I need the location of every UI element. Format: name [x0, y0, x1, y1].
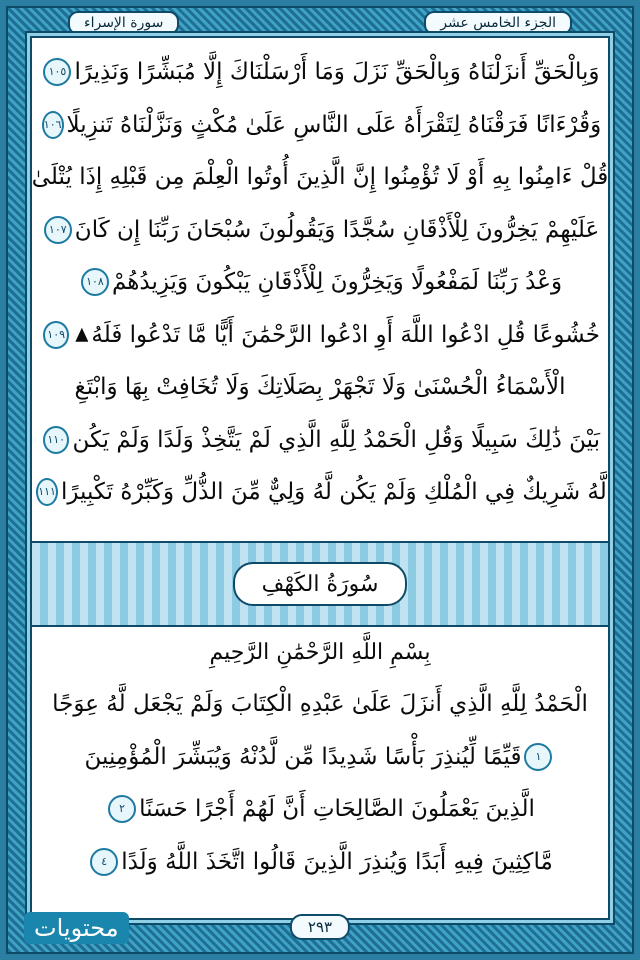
verse-line: [40, 46, 600, 99]
verse-text: الَّذِينَ يَعْمَلُونَ الصَّالِحَاتِ أَنَّ لَهُمْ أَجْرًا حَسَنًا: [139, 796, 535, 823]
ayah-marker: ٢: [108, 795, 136, 823]
sajda-icon: [75, 328, 88, 342]
surah-title-banner: [32, 541, 608, 627]
verse-text: عَلَيْهِمْ يَخِرُّونَ لِلْأَذْقَانِ سُجَّدًا وَيَقُولُونَ سُبْحَانَ رَبِّنَا إِن كَانَ: [74, 216, 600, 243]
ayah-marker: ١: [524, 743, 552, 771]
verse-line: [40, 836, 600, 889]
verse-line: [40, 783, 600, 836]
ayah-marker: ١٠٥: [43, 58, 71, 86]
ayah-marker: ١٠٦: [42, 111, 64, 139]
ayah-marker: ٤: [90, 848, 118, 876]
basmala: بِسْمِ اللَّهِ الرَّحْمَٰنِ الرَّحِيمِ: [209, 639, 431, 665]
verse-text: بَيْنَ ذَٰلِكَ سَبِيلًا وَقُلِ الْحَمْدُ لِلَّهِ الَّذِي لَمْ يَتَّخِذْ وَلَدًا وَلَمْ يَكُن: [72, 426, 600, 453]
verse-text: وَقُرْءَانًا فَرَقْنَاهُ لِتَقْرَأَهُ عَلَى النَّاسِ عَلَىٰ مُكْثٍ وَنَزَّلْنَاهُ تَنزِيلًا: [66, 111, 602, 138]
verse-text: خُشُوعًا قُلِ ادْعُوا اللَّهَ أَوِ ادْعُوا الرَّحْمَٰنَ أَيًّا مَّا تَدْعُوا فَلَهُ: [91, 321, 600, 348]
verse-text: الْأَسْمَاءُ الْحُسْنَىٰ وَلَا تَجْهَرْ بِصَلَاتِكَ وَلَا تُخَافِتْ بِهَا وَابْتَغِ: [74, 374, 566, 401]
verses-block-top: [31, 46, 609, 519]
surah-name-label: سورة الإسراء: [68, 11, 179, 35]
verse-text: وَعْدُ رَبِّنَا لَمَفْعُولًا وَيَخِرُّونَ لِلْأَذْقَانِ يَبْكُونَ وَيَزِيدُهُمْ: [111, 269, 563, 296]
verse-line: [40, 99, 600, 152]
verse-line: [40, 204, 600, 257]
ayah-marker: ١٠٨: [81, 268, 109, 296]
verse-line: [40, 361, 600, 414]
surah-title: سُورَةُ الكَهْفِ: [233, 562, 407, 606]
verse-text: قَيِّمًا لِّيُنذِرَ بَأْسًا شَدِيدًا مِّن لَّدُنْهُ وَيُبَشِّرَ الْمُؤْمِنِينَ: [84, 743, 522, 770]
verse-text: لَّهُ شَرِيكٌ فِي الْمُلْكِ وَلَمْ يَكُن لَّهُ وَلِيٌّ مِّنَ الذُّلِّ وَكَبِّرْهُ تَكْبِيرًا: [60, 479, 607, 506]
verse-line: [40, 678, 600, 731]
page-frame: [6, 6, 634, 954]
ayah-marker: ١١١: [36, 478, 58, 506]
juz-label: الجزء الخامس عشر: [424, 11, 572, 35]
verse-line: [40, 256, 600, 309]
verse-line: [38, 466, 607, 519]
page-number: ٢٩٣: [290, 914, 350, 940]
verse-line: [31, 151, 609, 204]
verse-text: وَبِالْحَقِّ أَنزَلْنَاهُ وَبِالْحَقِّ نَزَلَ وَمَا أَرْسَلْنَاكَ إِلَّا مُبَشِّرًا وَنَذِيرًا: [74, 59, 600, 86]
verse-line: [40, 414, 600, 467]
verse-text: الْحَمْدُ لِلَّهِ الَّذِي أَنزَلَ عَلَىٰ عَبْدِهِ الْكِتَابَ وَلَمْ يَجْعَل لَّهُ عِوَجًا: [52, 691, 588, 718]
verse-text: قُلْ ءَامِنُوا بِهِ أَوْ لَا تُؤْمِنُوا إِنَّ الَّذِينَ أُوتُوا الْعِلْمَ مِن قَبْلِهِ إِذَا يُتْلَىٰ: [31, 164, 609, 191]
page-header: [68, 12, 572, 34]
verses-block-bottom: [40, 678, 600, 888]
site-watermark-logo: محتويات: [24, 912, 129, 944]
ayah-marker: ١٠٩: [43, 321, 69, 349]
verse-text: مَّاكِثِينَ فِيهِ أَبَدًا وَيُنذِرَ الَّذِينَ قَالُوا اتَّخَذَ اللَّهُ وَلَدًا: [121, 848, 553, 875]
ayah-marker: ١١٠: [43, 426, 69, 454]
verse-line: [40, 309, 600, 362]
ayah-marker: ١٠٧: [44, 216, 72, 244]
verse-line: [40, 731, 600, 784]
